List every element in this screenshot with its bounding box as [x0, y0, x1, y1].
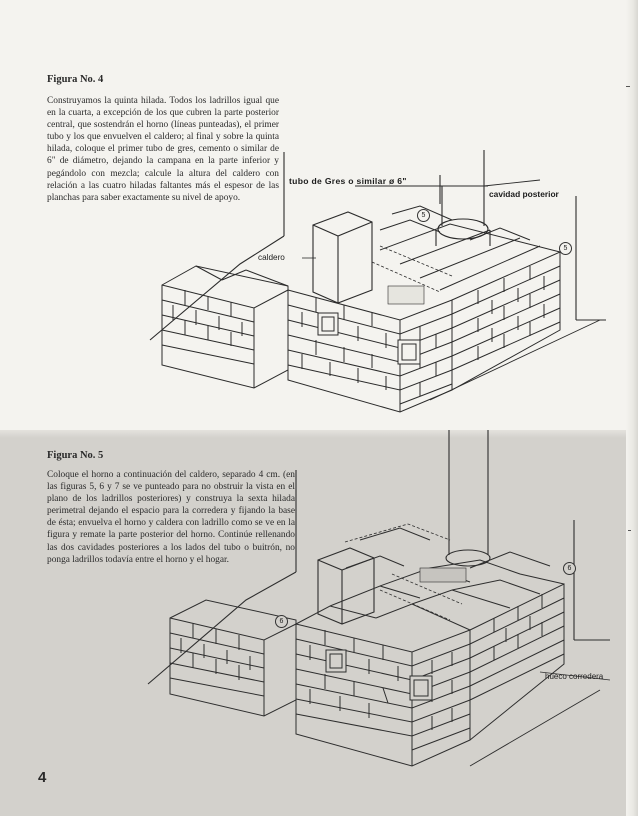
- hueco-corredera-label: hueco corredera: [545, 672, 604, 681]
- margin-mark: [626, 86, 630, 87]
- figure-4-heading: Figura No. 4: [47, 74, 104, 85]
- margin-mark: [628, 530, 631, 531]
- tubo-gres-label: tubo de Gres o similar ø 6": [289, 176, 407, 186]
- course-marker-6-left: 6: [275, 615, 288, 628]
- course-marker-5-left: 5: [417, 209, 430, 222]
- cavidad-posterior-label: cavidad posterior: [489, 189, 559, 199]
- figure-5-instructions: Coloque el horno a continuación del caldero, separado 4 cm. (en las figuras 5, 6 y 7 se ve punteado para no obstruir la vista en el plano de los ladrillos posteriores) y construya la sexta hilada perimetral dejando el espacio para la corredera y fijando la base de ésta; envuelva el horno y caldera con ladrillo como se ve en la figura y remate la parte posterior del horno. Continúe rellenando las dos cavidades posteriores a los lados del tubo o buitrón, no ponga ladrillos todavía entre el horno y el hogar.: [47, 470, 295, 565]
- caldero-label: caldero: [258, 253, 285, 262]
- figure-5-heading: Figura No. 5: [47, 450, 104, 461]
- course-marker-5-right: 5: [559, 242, 572, 255]
- course-marker-6-right: 6: [563, 562, 576, 575]
- page-number: 4: [38, 769, 47, 786]
- figure-4-instructions: Construyamos la quinta hilada. Todos los ladrillos igual que en la cuarta, a excepción de los que cubren la parte posterior central, que sostendrán el horno (líneas punteadas), el primer tubo y los que envuelven el caldero; al final y sobre la quinta hilada, coloque el primer tubo de gres, cemento o similar de 6" de diámetro, dejando la campana en la parte inferior y pegándolo con mezcla; calcule la altura del caldero con relación a las cuatro hiladas faltantes más el espesor de las planchas para saber exactamente su nivel de apoyo.: [47, 96, 279, 203]
